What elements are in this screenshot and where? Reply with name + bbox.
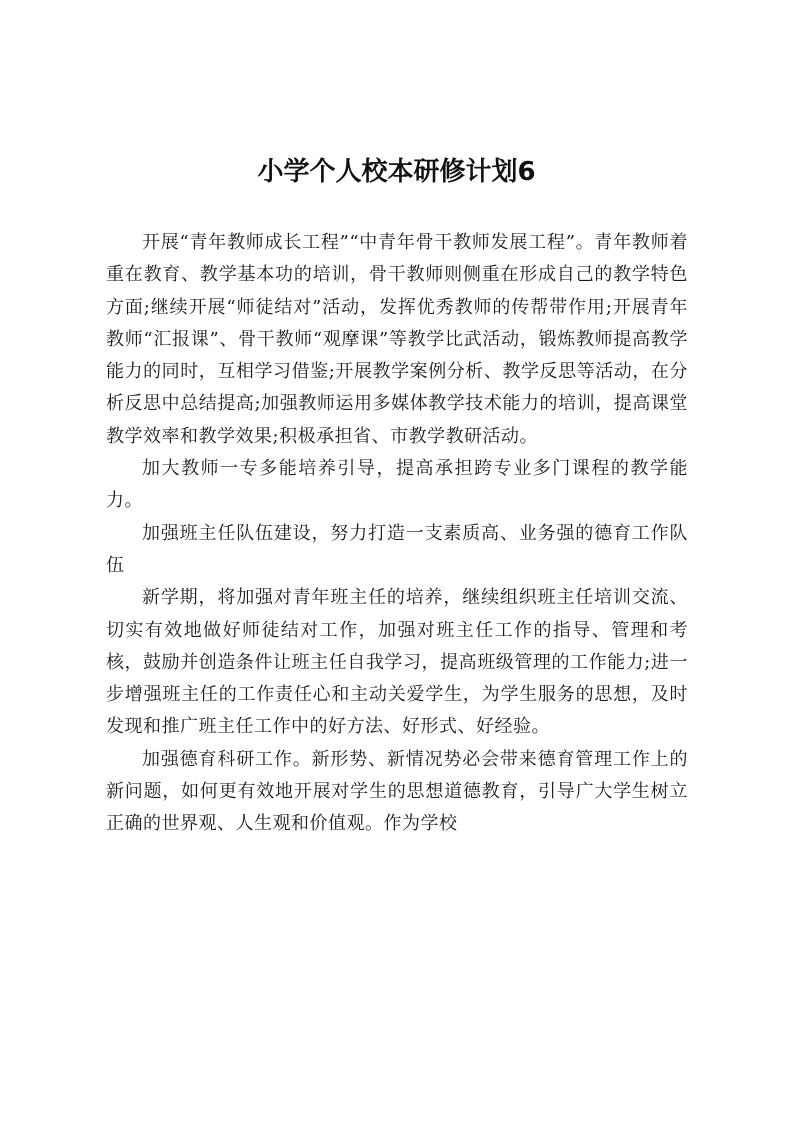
document-body [106, 227, 688, 841]
paragraph-moral-research: 加强德育科研工作。新形势、新情况势必会带来德育管理工作上的新问题，如何更有效地开展对学生的思想道德教育，引导广大学生树立正确的世界观、人生观和价值观。作为学校 [106, 748, 688, 835]
paragraph-head-teacher-team: 加强班主任队伍建设，努力打造一支素质高、业务强的德育工作队伍 [106, 522, 688, 576]
document-title: 小学个人校本研修计划6 [257, 157, 536, 187]
paragraph-teacher-growth: 开展“青年教师成长工程”“中青年骨干教师发展工程”。青年教师着重在教育、教学基本功的培训，骨干教师则侧重在形成自己的教学特色方面;继续开展“师徒结对”活动，发挥优秀教师的传帮带作用;开展青年教师“汇报课”、骨干教师“观摩课”等教学比武活动，锻炼教师提高教学能力的同时，互相学习借鉴;开展教学案例分析、教学反思等活动，在分析反思中总结提高;加强教师运用多媒体教学技术能力的培训，提高课堂教学效率和教学效果;积极承担省、市教学教研活动。 [106, 232, 688, 447]
paragraph-new-semester: 新学期，将加强对青年班主任的培养，继续组织班主任培训交流、切实有效地做好师徒结对工作，加强对班主任工作的指导、管理和考核，鼓励并创造条件让班主任自我学习，提高班级管理的工作能力;进一步增强班主任的工作责任心和主动关爱学生，为学生服务的思想，及时发现和推广班主任工作中的好方法、好形式、好经验。 [106, 587, 688, 738]
paragraph-multi-skill: 加大教师一专多能培养引导，提高承担跨专业多门课程的教学能力。 [106, 458, 688, 512]
